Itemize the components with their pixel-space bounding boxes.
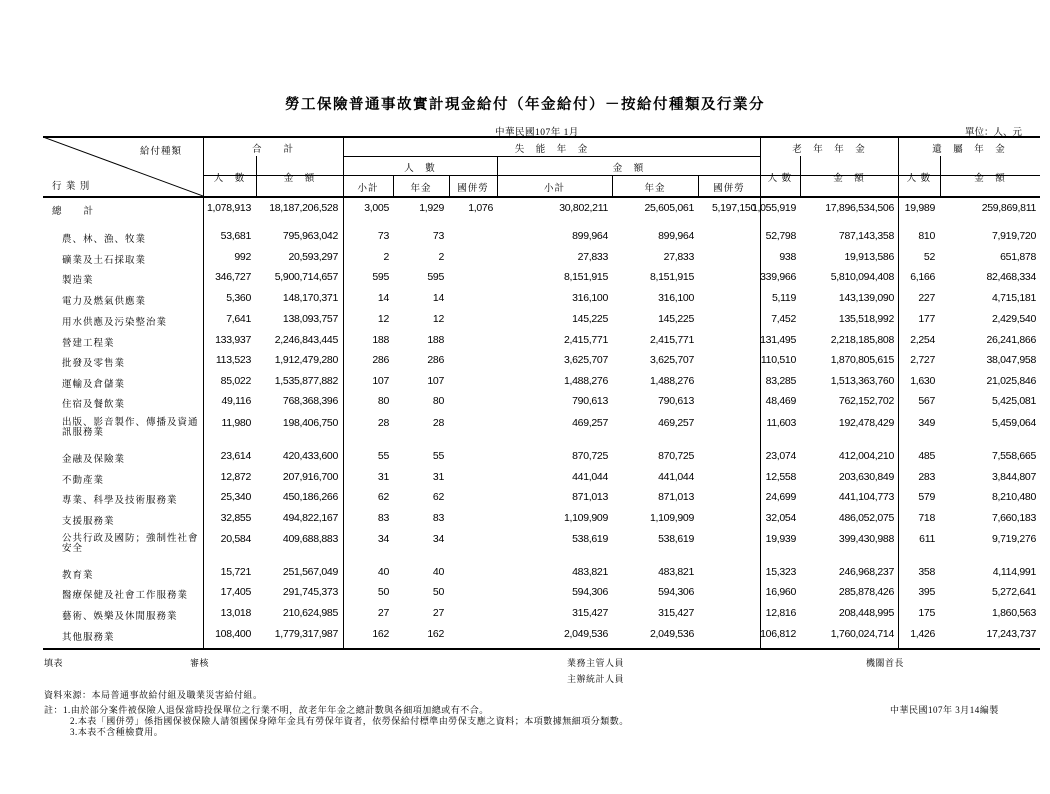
cell-dis-amount-subtotal: 315,427 xyxy=(572,607,608,619)
cell-total-amount: 138,093,757 xyxy=(282,313,338,325)
cell-dis-persons-annuity: 2 xyxy=(438,251,444,263)
row-label: 其他服務業 xyxy=(62,633,115,643)
cell-total-amount: 210,624,985 xyxy=(282,607,338,619)
cell-dis-amount-subtotal: 469,257 xyxy=(572,417,608,429)
cell-dis-amount-annuity: 871,013 xyxy=(658,491,694,503)
cell-dis-persons-annuity: 107 xyxy=(427,375,444,387)
cell-total-amount: 494,822,167 xyxy=(282,512,338,524)
cell-total-amount: 148,170,371 xyxy=(282,292,338,304)
cell-survivor-persons: 611 xyxy=(919,533,935,545)
cell-dis-amount-subtotal: 2,049,536 xyxy=(563,628,608,640)
cell-survivor-persons: 395 xyxy=(918,586,935,598)
cell-survivor-persons: 579 xyxy=(918,491,935,503)
cell-total-amount: 768,368,396 xyxy=(282,395,338,407)
cell-survivor-persons: 52 xyxy=(923,251,935,263)
cell-dis-amount-subtotal: 871,013 xyxy=(572,491,608,503)
header-disability: 失 能 年 金 xyxy=(514,145,589,155)
row-label: 用水供應及污染整治業 xyxy=(62,318,168,328)
cell-oldage-persons: 23,074 xyxy=(765,450,796,462)
cell-oldage-amount: 192,478,429 xyxy=(838,417,894,429)
cell-dis-persons-annuity: 14 xyxy=(432,292,444,304)
row-label: 製造業 xyxy=(62,276,94,286)
cell-dis-amount-annuity: 25,605,061 xyxy=(644,202,694,214)
cell-oldage-persons: 106,812 xyxy=(760,628,796,640)
cell-survivor-amount: 651,878 xyxy=(1000,251,1036,263)
cell-total-amount: 198,406,750 xyxy=(282,417,338,429)
header-oldage-amount: 金 額 xyxy=(833,174,865,184)
cell-survivor-persons: 1,630 xyxy=(910,375,935,387)
cell-dis-amount-subtotal: 790,613 xyxy=(572,395,608,407)
cell-dis-persons-subtotal: 3,005 xyxy=(364,202,389,214)
cell-survivor-amount: 7,660,183 xyxy=(991,512,1036,524)
cell-total-persons: 23,614 xyxy=(220,450,251,462)
footer-review: 審核 xyxy=(190,658,210,668)
cell-survivor-persons: 349 xyxy=(918,417,935,429)
header-survivor-persons: 人 數 xyxy=(906,174,932,184)
cell-dis-persons-annuity: 28 xyxy=(432,417,444,429)
cell-oldage-persons: 12,816 xyxy=(765,607,796,619)
footer-supervisor: 業務主管人員 xyxy=(567,658,625,668)
unit-label: 單位：人、元 xyxy=(965,128,1023,138)
cell-oldage-persons: 16,960 xyxy=(765,586,796,598)
cell-total-persons: 13,018 xyxy=(220,607,251,619)
cell-oldage-amount: 246,968,237 xyxy=(838,566,894,578)
cell-dis-amount-subtotal: 1,109,909 xyxy=(563,512,608,524)
cell-dis-persons-subtotal: 50 xyxy=(377,586,389,598)
cell-dis-amount-annuity: 3,625,707 xyxy=(649,354,694,366)
header-dis-amount-subtotal: 小計 xyxy=(543,184,565,194)
cell-dis-amount-subtotal: 3,625,707 xyxy=(563,354,608,366)
cell-dis-persons-annuity: 1,929 xyxy=(419,202,444,214)
cell-dis-persons-annuity: 55 xyxy=(432,450,444,462)
row-label: 教育業 xyxy=(62,571,94,581)
cell-dis-amount-annuity: 1,488,276 xyxy=(649,375,694,387)
cell-dis-persons-annuity: 595 xyxy=(427,271,444,283)
cell-dis-amount-annuity: 2,415,771 xyxy=(649,334,694,346)
cell-dis-amount-subtotal: 2,415,771 xyxy=(563,334,608,346)
header-disability-amount: 金 額 xyxy=(612,164,645,174)
row-label: 批發及零售業 xyxy=(62,359,126,369)
cell-dis-amount-subtotal: 483,821 xyxy=(572,566,608,578)
cell-survivor-persons: 227 xyxy=(918,292,935,304)
footer-head: 機關首長 xyxy=(866,658,905,668)
cell-dis-amount-subtotal: 30,802,211 xyxy=(559,202,608,214)
cell-dis-amount-annuity: 145,225 xyxy=(658,313,694,325)
cell-total-amount: 18,187,206,528 xyxy=(269,202,338,214)
cell-total-amount: 20,593,297 xyxy=(288,251,338,263)
cell-dis-persons-annuity: 286 xyxy=(427,354,444,366)
cell-dis-amount-subtotal: 1,488,276 xyxy=(563,375,608,387)
cell-dis-persons-subtotal: 62 xyxy=(377,491,389,503)
cell-dis-amount-annuity: 8,151,915 xyxy=(649,271,694,283)
cell-survivor-persons: 810 xyxy=(918,230,935,242)
cell-dis-amount-combined: 5,197,150 xyxy=(711,202,756,214)
cell-survivor-amount: 2,429,540 xyxy=(991,313,1036,325)
cell-dis-persons-subtotal: 31 xyxy=(377,471,389,483)
cell-oldage-amount: 143,139,090 xyxy=(838,292,894,304)
cell-dis-amount-annuity: 899,964 xyxy=(658,230,694,242)
cell-oldage-amount: 17,896,534,506 xyxy=(825,202,894,214)
cell-dis-amount-annuity: 1,109,909 xyxy=(649,512,694,524)
cell-dis-amount-annuity: 870,725 xyxy=(658,450,694,462)
cell-survivor-amount: 7,919,720 xyxy=(991,230,1036,242)
cell-dis-amount-annuity: 594,306 xyxy=(658,586,694,598)
cell-total-amount: 450,186,266 xyxy=(282,491,338,503)
cell-dis-persons-annuity: 27 xyxy=(432,607,444,619)
cell-total-amount: 5,900,714,657 xyxy=(274,271,338,283)
cell-oldage-persons: 24,699 xyxy=(765,491,796,503)
row-label: 不動產業 xyxy=(62,476,105,486)
footer-stat-officer: 主辦統計人員 xyxy=(567,674,625,684)
cell-total-amount: 1,912,479,280 xyxy=(274,354,338,366)
cell-total-persons: 108,400 xyxy=(215,628,251,640)
header-dis-amount-annuity: 年金 xyxy=(644,184,666,194)
cell-oldage-amount: 1,513,363,760 xyxy=(830,375,894,387)
cell-dis-persons-annuity: 50 xyxy=(432,586,444,598)
cell-oldage-persons: 15,323 xyxy=(765,566,796,578)
cell-dis-persons-subtotal: 27 xyxy=(377,607,389,619)
cell-dis-amount-annuity: 441,044 xyxy=(658,471,694,483)
cell-survivor-amount: 82,468,334 xyxy=(986,271,1036,283)
cell-dis-persons-subtotal: 34 xyxy=(377,533,389,545)
row-label: 公共行政及國防；強制性社會安全 xyxy=(62,534,199,554)
row-label: 住宿及餐飲業 xyxy=(62,400,126,410)
cell-dis-persons-subtotal: 73 xyxy=(377,230,389,242)
cell-oldage-amount: 1,760,024,714 xyxy=(830,628,894,640)
cell-survivor-persons: 358 xyxy=(918,566,935,578)
header-total-amount: 金 額 xyxy=(283,174,316,184)
cell-survivor-amount: 3,844,807 xyxy=(991,471,1036,483)
cell-dis-amount-subtotal: 316,100 xyxy=(572,292,608,304)
cell-dis-persons-subtotal: 107 xyxy=(372,375,389,387)
cell-dis-persons-annuity: 62 xyxy=(432,491,444,503)
footer-note-3: 3.本表不含種檢費用。 xyxy=(70,727,164,737)
header-oldage-persons: 人 數 xyxy=(767,174,793,184)
cell-oldage-amount: 285,878,426 xyxy=(838,586,894,598)
row-label: 營建工程業 xyxy=(62,339,115,349)
cell-survivor-amount: 1,860,563 xyxy=(991,607,1036,619)
cell-total-persons: 7,641 xyxy=(226,313,251,325)
footer-source: 資料來源：本局普通事故給付組及職業災害給付組。 xyxy=(44,690,263,700)
header-dis-persons-combined: 國併勞 xyxy=(457,184,489,194)
cell-dis-persons-annuity: 40 xyxy=(432,566,444,578)
cell-dis-persons-subtotal: 162 xyxy=(372,628,389,640)
cell-oldage-amount: 787,143,358 xyxy=(838,230,894,242)
cell-survivor-persons: 1,426 xyxy=(910,628,935,640)
cell-dis-persons-subtotal: 83 xyxy=(377,512,389,524)
cell-dis-persons-subtotal: 80 xyxy=(377,395,389,407)
cell-dis-amount-subtotal: 594,306 xyxy=(572,586,608,598)
cell-oldage-amount: 208,448,995 xyxy=(838,607,894,619)
cell-total-amount: 409,688,883 xyxy=(282,533,338,545)
row-label: 支援服務業 xyxy=(62,517,115,527)
header-dis-amount-combined: 國併勞 xyxy=(713,184,745,194)
cell-dis-persons-subtotal: 55 xyxy=(377,450,389,462)
row-label: 專業、科學及技術服務業 xyxy=(62,496,178,506)
cell-survivor-amount: 26,241,866 xyxy=(986,334,1036,346)
footer-note-2: 2.本表「國併勞」係指國保被保險人請領國保身障年金具有勞保年資者，依勞保給付標準由勞保支應之資料；本項數據無細項分類數。 xyxy=(70,716,629,726)
cell-dis-persons-combined: 1,076 xyxy=(468,202,493,214)
cell-dis-amount-subtotal: 27,833 xyxy=(577,251,608,263)
cell-oldage-persons: 83,285 xyxy=(765,375,796,387)
cell-dis-persons-subtotal: 12 xyxy=(377,313,389,325)
cell-total-persons: 85,022 xyxy=(220,375,251,387)
corner-header-industry: 行 業 別 xyxy=(52,182,91,192)
cell-dis-persons-annuity: 31 xyxy=(432,471,444,483)
cell-dis-persons-subtotal: 286 xyxy=(372,354,389,366)
cell-total-persons: 15,721 xyxy=(220,566,251,578)
row-label: 醫療保健及社會工作服務業 xyxy=(62,591,189,601)
cell-survivor-amount: 5,425,081 xyxy=(991,395,1036,407)
row-label: 運輸及倉儲業 xyxy=(62,380,126,390)
cell-dis-persons-subtotal: 2 xyxy=(383,251,389,263)
cell-total-amount: 1,779,317,987 xyxy=(274,628,338,640)
cell-survivor-amount: 8,210,480 xyxy=(991,491,1036,503)
cell-dis-persons-annuity: 83 xyxy=(432,512,444,524)
cell-oldage-persons: 1,055,919 xyxy=(751,202,796,214)
cell-oldage-persons: 11,603 xyxy=(766,417,796,429)
cell-total-amount: 1,535,877,882 xyxy=(274,375,338,387)
cell-dis-persons-subtotal: 14 xyxy=(377,292,389,304)
cell-total-persons: 113,523 xyxy=(215,354,251,366)
cell-total-persons: 53,681 xyxy=(220,230,251,242)
cell-oldage-amount: 203,630,849 xyxy=(838,471,894,483)
cell-dis-persons-subtotal: 28 xyxy=(377,417,389,429)
cell-total-persons: 11,980 xyxy=(221,417,251,429)
row-label: 金融及保險業 xyxy=(62,455,126,465)
cell-survivor-persons: 175 xyxy=(918,607,935,619)
header-dis-persons-annuity: 年金 xyxy=(410,184,432,194)
header-dis-persons-subtotal: 小計 xyxy=(357,184,379,194)
cell-dis-amount-annuity: 790,613 xyxy=(658,395,694,407)
cell-dis-persons-annuity: 80 xyxy=(432,395,444,407)
cell-dis-persons-annuity: 162 xyxy=(427,628,444,640)
cell-dis-amount-subtotal: 145,225 xyxy=(572,313,608,325)
cell-total-persons: 17,405 xyxy=(220,586,251,598)
cell-survivor-amount: 5,459,064 xyxy=(991,417,1036,429)
cell-oldage-persons: 110,510 xyxy=(760,354,796,366)
cell-oldage-amount: 19,913,586 xyxy=(844,251,894,263)
cell-oldage-persons: 52,798 xyxy=(765,230,796,242)
cell-dis-amount-annuity: 2,049,536 xyxy=(649,628,694,640)
header-survivor: 遺 屬 年 金 xyxy=(932,145,1006,155)
cell-dis-persons-subtotal: 595 xyxy=(372,271,389,283)
total-row-label: 總 計 xyxy=(52,207,95,217)
row-label: 礦業及土石採取業 xyxy=(62,256,147,266)
cell-dis-amount-annuity: 27,833 xyxy=(663,251,694,263)
cell-survivor-persons: 283 xyxy=(918,471,935,483)
cell-oldage-amount: 762,152,702 xyxy=(838,395,894,407)
cell-oldage-amount: 1,870,805,615 xyxy=(830,354,894,366)
cell-total-persons: 346,727 xyxy=(215,271,251,283)
cell-total-persons: 25,340 xyxy=(220,491,251,503)
cell-dis-persons-annuity: 12 xyxy=(432,313,444,325)
cell-total-amount: 2,246,843,445 xyxy=(274,334,338,346)
cell-dis-persons-annuity: 188 xyxy=(427,334,444,346)
cell-total-amount: 291,745,373 xyxy=(282,586,338,598)
row-label: 電力及燃氣供應業 xyxy=(62,297,147,307)
cell-survivor-persons: 567 xyxy=(918,395,935,407)
page-title: 勞工保險普通事故實計現金給付（年金給付）－按給付種類及行業分 xyxy=(285,97,765,113)
cell-dis-amount-subtotal: 8,151,915 xyxy=(563,271,608,283)
cell-dis-amount-subtotal: 441,044 xyxy=(572,471,608,483)
cell-dis-persons-annuity: 34 xyxy=(432,533,444,545)
cell-dis-amount-annuity: 315,427 xyxy=(658,607,694,619)
cell-oldage-persons: 12,558 xyxy=(765,471,796,483)
cell-dis-amount-annuity: 316,100 xyxy=(658,292,694,304)
cell-dis-amount-annuity: 538,619 xyxy=(658,533,694,545)
cell-dis-amount-subtotal: 899,964 xyxy=(572,230,608,242)
report-date: 中華民國107年 1月 xyxy=(495,128,579,138)
cell-survivor-persons: 6,166 xyxy=(910,271,935,283)
header-total-persons: 人 數 xyxy=(213,174,246,184)
row-label: 藝術、娛樂及休閒服務業 xyxy=(62,612,178,622)
header-survivor-amount: 金 額 xyxy=(974,174,1006,184)
cell-total-persons: 1,078,913 xyxy=(206,202,251,214)
cell-oldage-persons: 5,119 xyxy=(772,292,796,304)
cell-survivor-amount: 5,272,641 xyxy=(991,586,1036,598)
cell-survivor-persons: 177 xyxy=(918,313,935,325)
corner-header-payment-type: 給付種類 xyxy=(140,147,183,157)
cell-total-persons: 5,360 xyxy=(226,292,251,304)
cell-survivor-amount: 4,715,181 xyxy=(991,292,1036,304)
cell-survivor-persons: 2,727 xyxy=(910,354,935,366)
cell-oldage-persons: 19,939 xyxy=(765,533,796,545)
cell-oldage-persons: 131,495 xyxy=(760,334,796,346)
cell-survivor-amount: 9,719,276 xyxy=(991,533,1036,545)
row-label: 農、林、漁、牧業 xyxy=(62,235,147,245)
cell-survivor-amount: 7,558,665 xyxy=(991,450,1036,462)
cell-survivor-amount: 38,047,958 xyxy=(986,354,1036,366)
cell-oldage-amount: 486,052,075 xyxy=(838,512,894,524)
cell-total-amount: 420,433,600 xyxy=(282,450,338,462)
cell-dis-amount-subtotal: 870,725 xyxy=(572,450,608,462)
cell-survivor-amount: 4,114,991 xyxy=(992,566,1036,578)
cell-survivor-persons: 485 xyxy=(918,450,935,462)
cell-total-persons: 992 xyxy=(234,251,251,263)
row-label: 出版、影音製作、傳播及資通訊服務業 xyxy=(62,418,199,438)
cell-oldage-persons: 938 xyxy=(779,251,796,263)
cell-oldage-persons: 48,469 xyxy=(765,395,796,407)
cell-survivor-amount: 21,025,846 xyxy=(986,375,1036,387)
cell-total-persons: 133,937 xyxy=(215,334,251,346)
cell-oldage-persons: 32,054 xyxy=(765,512,796,524)
footer-fill: 填表 xyxy=(44,658,64,668)
cell-oldage-amount: 399,430,988 xyxy=(838,533,894,545)
cell-oldage-amount: 2,218,185,808 xyxy=(830,334,894,346)
cell-oldage-persons: 7,452 xyxy=(771,313,796,325)
cell-oldage-amount: 5,810,094,408 xyxy=(830,271,894,283)
cell-total-persons: 49,116 xyxy=(221,395,251,407)
footer-compiled-date: 中華民國107年 3月14編製 xyxy=(890,705,999,715)
cell-survivor-persons: 2,254 xyxy=(910,334,935,346)
footer-note-1: 註：1.由於部分案件被保險人退保當時投保單位之行業不明，故老年年金之總計數與各細項加總或有不合。 xyxy=(44,705,489,715)
cell-total-persons: 12,872 xyxy=(220,471,251,483)
cell-total-amount: 795,963,042 xyxy=(282,230,338,242)
header-oldage: 老 年 年 金 xyxy=(792,145,866,155)
cell-total-persons: 32,855 xyxy=(220,512,251,524)
cell-dis-amount-annuity: 483,821 xyxy=(658,566,694,578)
header-disability-persons: 人 數 xyxy=(404,164,436,174)
cell-total-persons: 20,584 xyxy=(220,533,251,545)
cell-total-amount: 251,567,049 xyxy=(282,566,338,578)
cell-survivor-persons: 19,989 xyxy=(904,202,935,214)
header-total: 合 計 xyxy=(251,145,294,155)
cell-dis-amount-annuity: 469,257 xyxy=(658,417,694,429)
cell-oldage-persons: 339,966 xyxy=(760,271,796,283)
cell-survivor-amount: 259,869,811 xyxy=(981,202,1036,214)
cell-dis-persons-subtotal: 188 xyxy=(372,334,389,346)
cell-dis-persons-subtotal: 40 xyxy=(377,566,389,578)
cell-oldage-amount: 441,104,773 xyxy=(838,491,894,503)
cell-total-amount: 207,916,700 xyxy=(282,471,338,483)
cell-survivor-persons: 718 xyxy=(918,512,935,524)
cell-survivor-amount: 17,243,737 xyxy=(986,628,1036,640)
cell-oldage-amount: 412,004,210 xyxy=(838,450,894,462)
cell-oldage-amount: 135,518,992 xyxy=(838,313,894,325)
cell-dis-persons-annuity: 73 xyxy=(432,230,444,242)
cell-dis-amount-subtotal: 538,619 xyxy=(572,533,608,545)
